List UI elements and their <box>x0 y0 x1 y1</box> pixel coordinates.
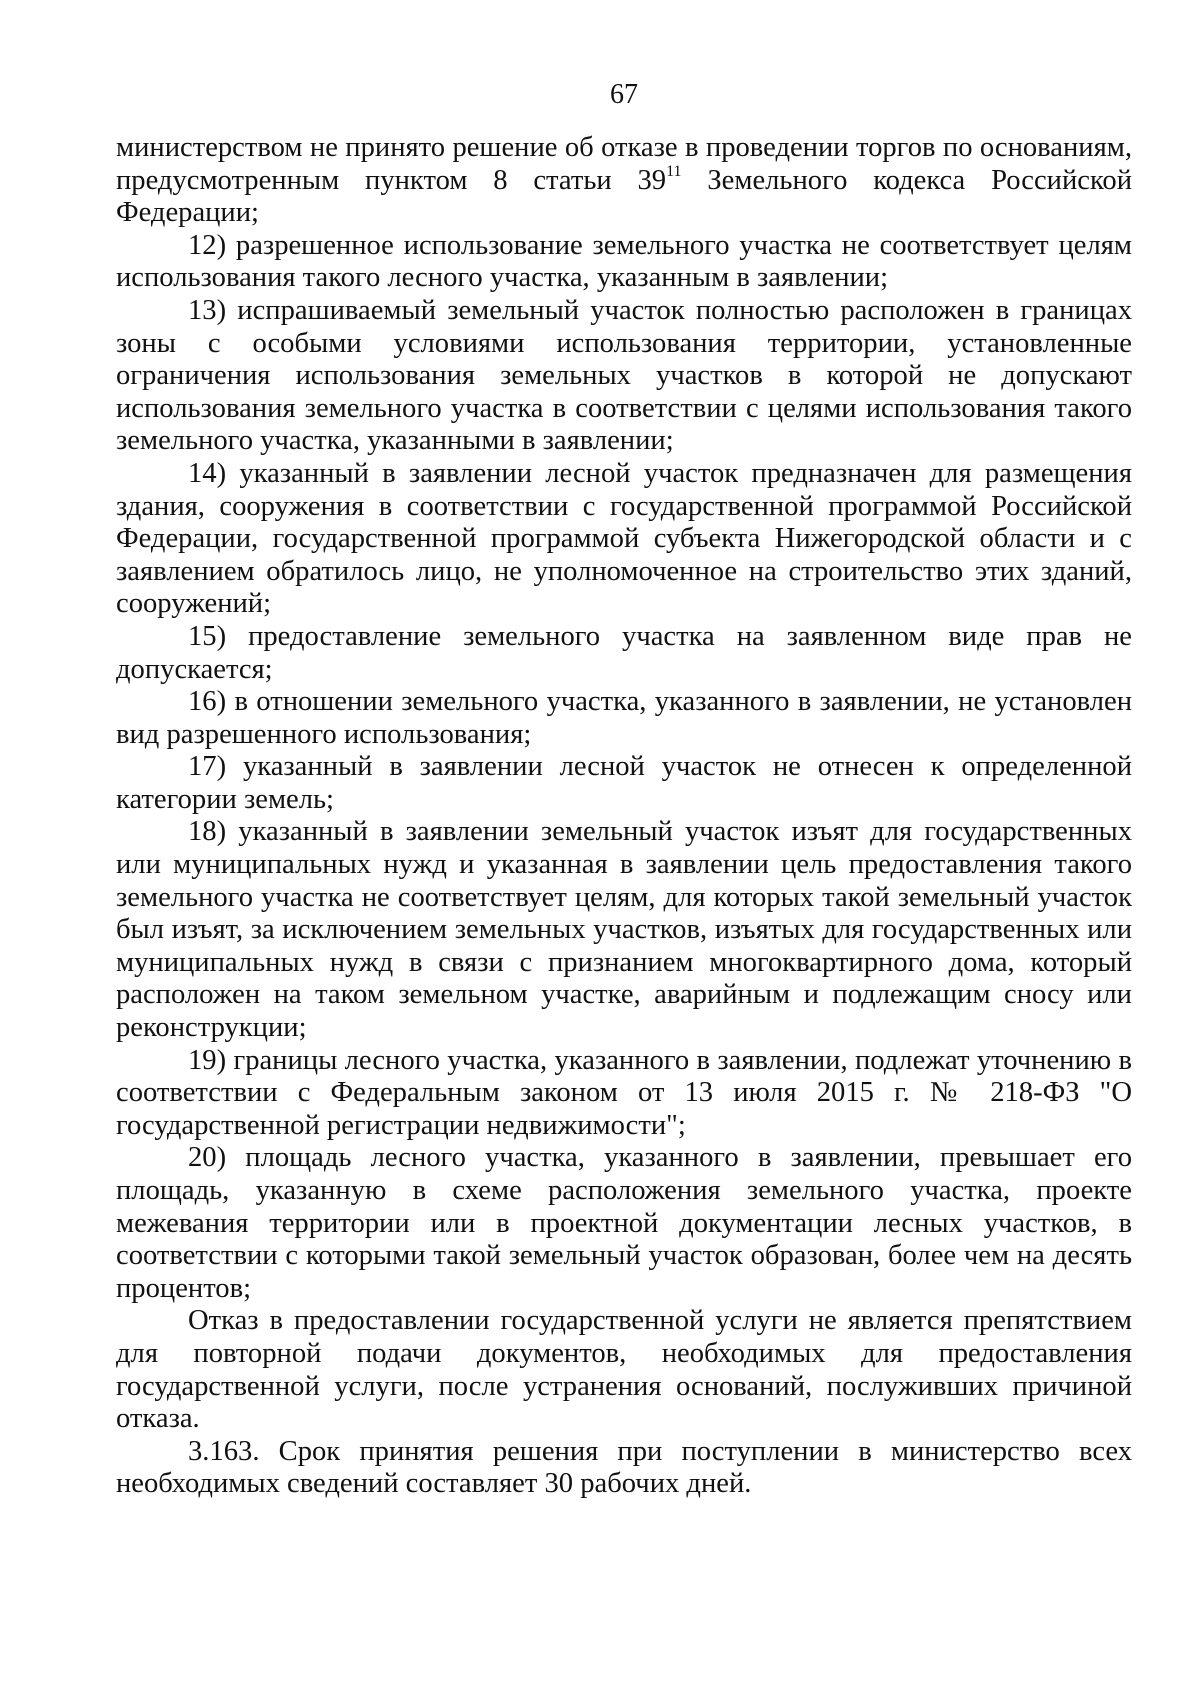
list-item-12: 12) разрешенное использование земельного участка не соответствует целям использования такого лесного участка, указанным в заявлении; <box>116 229 1132 294</box>
list-item-13: 13) испрашиваемый земельный участок полностью расположен в границах зоны с особыми условиями использования территории, установленные ограничения использования земельных участков в которой не допускают использования земельного участка в соответствии с целями использования такого земельного участка, указанными в заявлении; <box>116 294 1132 457</box>
paragraph-text-tail: Земельного кодекса Российской Федерации; <box>116 164 1132 229</box>
list-item-16: 16) в отношении земельного участка, указанного в заявлении, не установлен вид разрешенного использования; <box>116 686 1132 750</box>
list-item-17: 17) указанный в заявлении лесной участок не отнесен к определенной категории земель; <box>116 751 1132 815</box>
list-item-18: 18) указанный в заявлении земельный участок изъят для государственных или муниципальных нужд и указанная в заявлении цель предоставления такого земельного участка не соответствует целям, для которых такой земельный участок был изъят, за исключением земельных участков, изъятых для государственных или муниципальных нужд в связи с признанием многоквартирного дома, который расположен на таком земельном участке, аварийным и подлежащим сносу или реконструкции; <box>116 816 1132 1044</box>
paragraph-continuation <box>116 132 1132 230</box>
list-item-15: 15) предоставление земельного участка на заявленном виде прав не допускается; <box>116 620 1132 685</box>
list-item-19: 19) границы лесного участка, указанного в заявлении, подлежат уточнению в соответствии с Федеральным законом от 13 июля 2015 г. № 218-ФЗ "О государственной регистрации недвижимости"; <box>116 1044 1132 1141</box>
refusal-paragraph: Отказ в предоставлении государственной услуги не является препятствием для повторной подачи документов, необходимых для предоставления государственной услуги, после устранения оснований, послуживших причиной отказа. <box>116 1305 1132 1435</box>
document-page <box>116 78 1132 1501</box>
list-item-14: 14) указанный в заявлении лесной участок предназначен для размещения здания, сооружения в соответствии с государственной программой Российской Федерации, государственной программой субъекта Нижегородской области и с заявлением обратилось лицо, не уполномоченное на строительство этих зданий, сооружений; <box>116 457 1132 620</box>
superscript-article-number: 11 <box>666 163 682 181</box>
paragraph-text: министерством не принято решение об отказе в проведении торгов по основаниям, предусмотренным пунктом 8 статьи 39 <box>116 132 1132 196</box>
list-item-20: 20) площадь лесного участка, указанного в заявлении, превышает его площадь, указанную в схеме расположения земельного участка, проекте межевания территории или в проектной документации лесных участков, в соответствии с которыми такой земельный участок образован, более чем на десять процентов; <box>116 1142 1132 1304</box>
section-3-163: 3.163. Срок принятия решения при поступлении в министерство всех необходимых сведений составляет 30 рабочих дней. <box>116 1435 1132 1500</box>
page-number: 67 <box>610 79 638 110</box>
